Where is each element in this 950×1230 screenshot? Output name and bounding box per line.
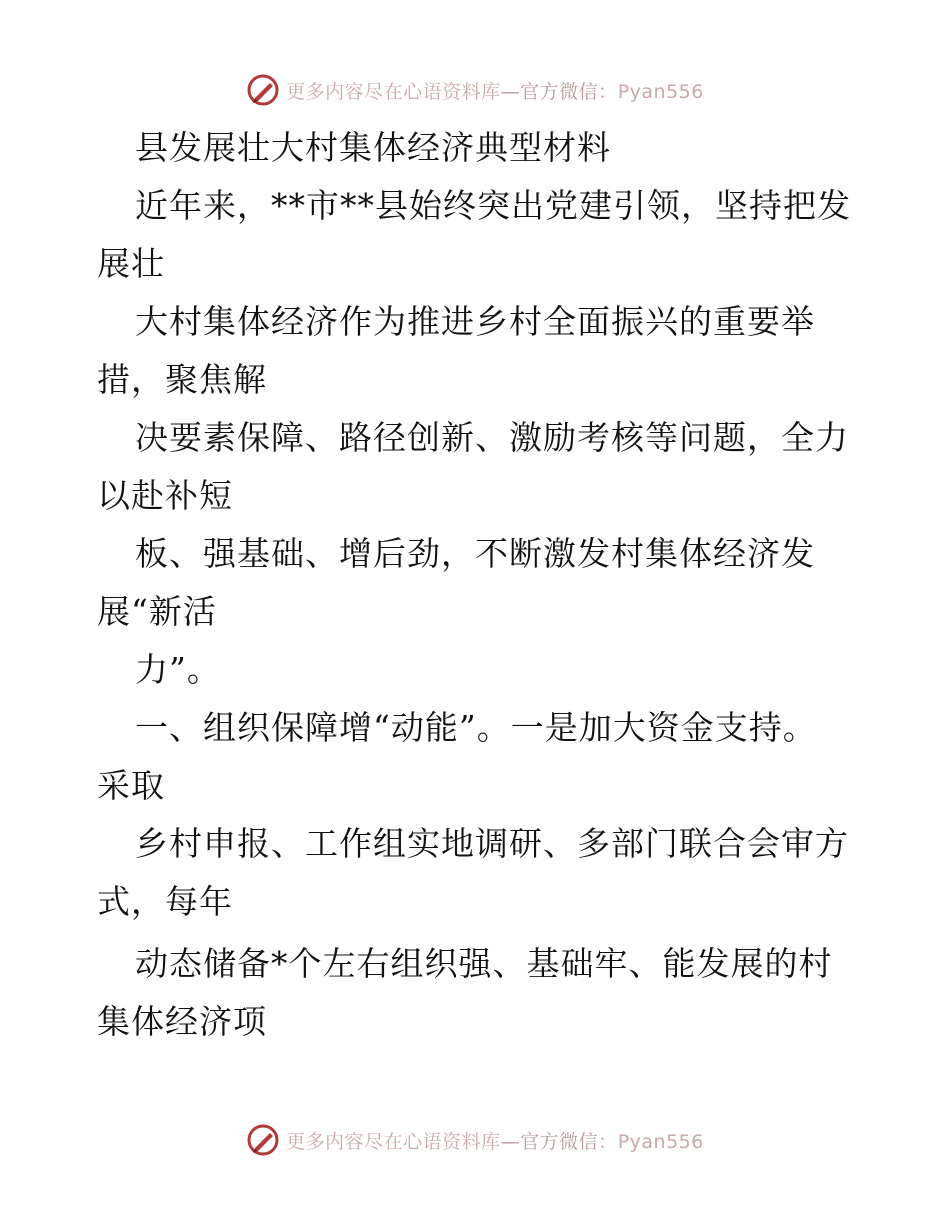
text-line: 展“新活 xyxy=(97,592,217,631)
watermark-wechat-label: 官方微信： xyxy=(520,80,618,103)
text-line: 近年来，**市**县始终突出党建引领，坚持把发 xyxy=(135,186,851,225)
text-line: 措，聚焦解 xyxy=(97,360,267,399)
watermark-text xyxy=(286,77,704,104)
section-heading-line: 一、组织保障增“动能”。一是加大资金支持。 xyxy=(135,708,817,747)
watermark-separator: — xyxy=(500,80,521,103)
watermark-text xyxy=(286,1127,704,1154)
document-title: 县发展壮大村集体经济典型材料 xyxy=(135,128,611,167)
header-watermark xyxy=(0,70,950,110)
text-line: 展壮 xyxy=(97,244,165,283)
text-line: 力”。 xyxy=(135,650,221,689)
text-line: 决要素保障、路径创新、激励考核等问题，全力 xyxy=(135,418,849,457)
text-line: 以赴补短 xyxy=(97,476,233,515)
watermark-wechat-id: Pyan556 xyxy=(617,80,704,103)
watermark-separator: — xyxy=(500,1130,521,1153)
watermark-site: 更多内容尽在心语资料库 xyxy=(286,80,501,103)
text-line: 采取 xyxy=(97,766,165,805)
footer-watermark xyxy=(0,1120,950,1160)
pen-logo-icon xyxy=(246,73,280,107)
text-line: 集体经济项 xyxy=(97,1002,267,1041)
text-line: 动态储备*个左右组织强、基础牢、能发展的村 xyxy=(135,944,833,983)
text-line: 式，每年 xyxy=(97,882,233,921)
watermark-wechat-label: 官方微信： xyxy=(520,1130,618,1153)
text-line: 板、强基础、增后劲，不断激发村集体经济发 xyxy=(135,534,815,573)
text-line: 乡村申报、工作组实地调研、多部门联合会审方 xyxy=(135,824,849,863)
text-line: 大村集体经济作为推进乡村全面振兴的重要举 xyxy=(135,302,815,341)
watermark-site: 更多内容尽在心语资料库 xyxy=(286,1130,501,1153)
watermark-wechat-id: Pyan556 xyxy=(617,1130,704,1153)
pen-logo-icon xyxy=(246,1123,280,1157)
